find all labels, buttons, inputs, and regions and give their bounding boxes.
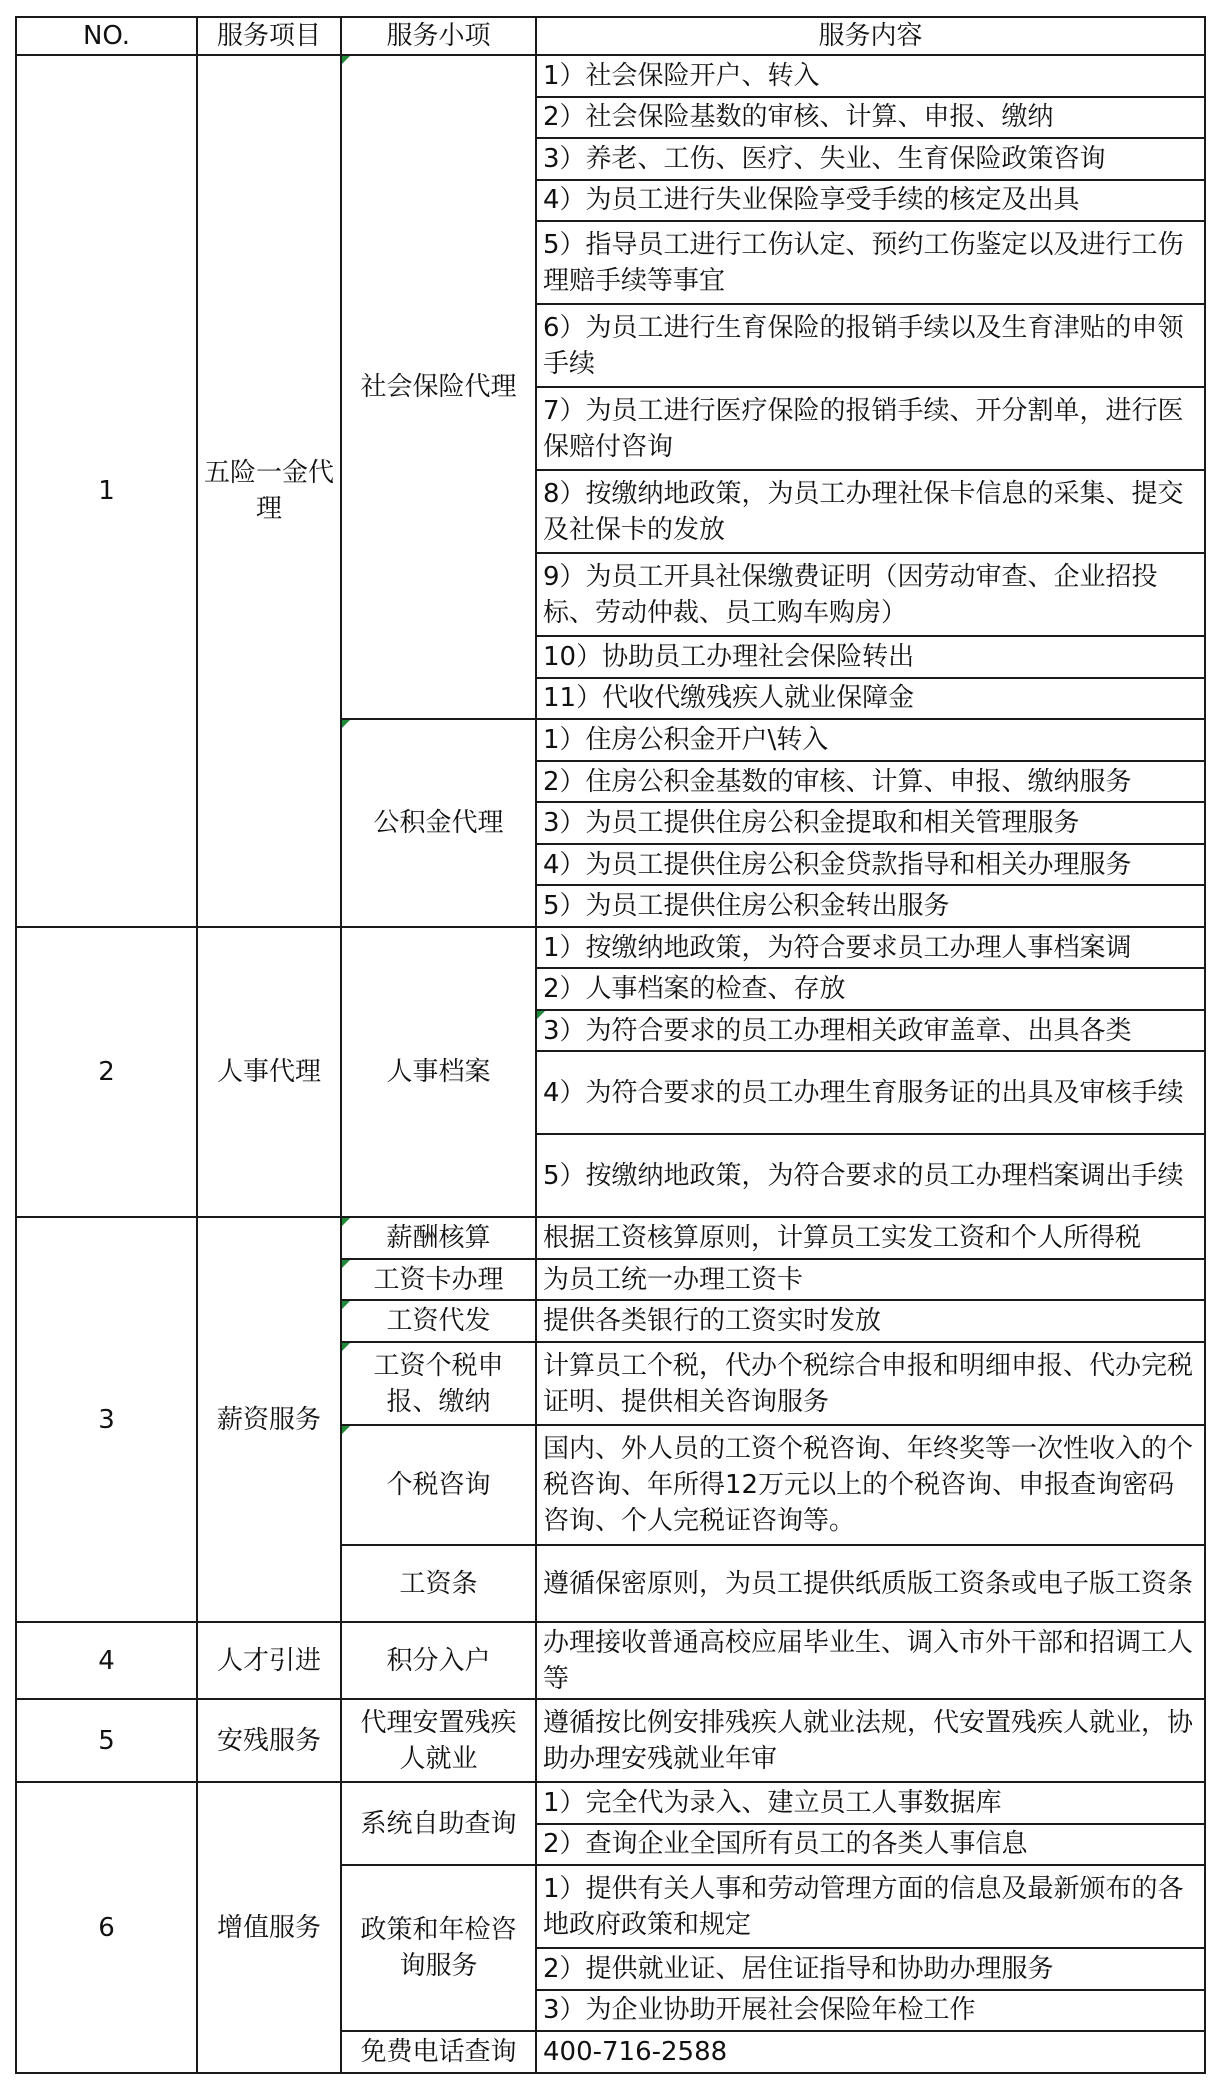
- service-subitem: 系统自助查询: [341, 1782, 536, 1865]
- service-subitem: 人事档案: [341, 927, 536, 1218]
- header-row: [16, 17, 1205, 55]
- service-content: 11）代收代缴残疾人就业保障金: [536, 678, 1205, 720]
- service-subitem: 公积金代理: [341, 719, 536, 927]
- service-item: 安残服务: [197, 1699, 341, 1782]
- service-content: 2）查询企业全国所有员工的各类人事信息: [536, 1824, 1205, 1866]
- service-content: 1）提供有关人事和劳动管理方面的信息及最新颁布的各地政府政策和规定: [536, 1865, 1205, 1948]
- table-row: [16, 1217, 1205, 1259]
- service-subitem: 积分入户: [341, 1622, 536, 1699]
- service-content: 遵循保密原则，为员工提供纸质版工资条或电子版工资条: [536, 1545, 1205, 1622]
- service-content: 2）社会保险基数的审核、计算、申报、缴纳: [536, 97, 1205, 139]
- service-content: 8）按缴纳地政策，为员工办理社保卡信息的采集、提交及社保卡的发放: [536, 470, 1205, 553]
- service-content: 2）人事档案的检查、存放: [536, 968, 1205, 1010]
- service-content: 根据工资核算原则，计算员工实发工资和个人所得税: [536, 1217, 1205, 1259]
- header-service-content: 服务内容: [536, 17, 1205, 55]
- service-content: 为员工统一办理工资卡: [536, 1259, 1205, 1301]
- service-content: 9）为员工开具社保缴费证明（因劳动审查、企业招投标、劳动仲裁、员工购车购房）: [536, 553, 1205, 636]
- service-content: 2）提供就业证、居住证指导和协助办理服务: [536, 1948, 1205, 1990]
- table-row: [16, 1782, 1205, 1824]
- service-content: 办理接收普通高校应届毕业生、调入市外干部和招调工人等: [536, 1622, 1205, 1699]
- row-number: 2: [16, 927, 197, 1218]
- service-content: 400-716-2588: [536, 2031, 1205, 2073]
- service-content: 4）为符合要求的员工办理生育服务证的出具及审核手续: [536, 1051, 1205, 1134]
- row-number: 5: [16, 1699, 197, 1782]
- service-content: 1）完全代为录入、建立员工人事数据库: [536, 1782, 1205, 1824]
- header-service-item: 服务项目: [197, 17, 341, 55]
- service-content: 遵循按比例安排残疾人就业法规，代安置残疾人就业，协助办理安残就业年审: [536, 1699, 1205, 1782]
- service-content: 3）为员工提供住房公积金提取和相关管理服务: [536, 802, 1205, 844]
- service-subitem: 免费电话查询: [341, 2031, 536, 2073]
- service-content: 3）养老、工伤、医疗、失业、生育保险政策咨询: [536, 138, 1205, 180]
- service-content: 4）为员工提供住房公积金贷款指导和相关办理服务: [536, 844, 1205, 886]
- service-content: 6）为员工进行生育保险的报销手续以及生育津贴的申领手续: [536, 304, 1205, 387]
- service-subitem: 工资条: [341, 1545, 536, 1622]
- service-content: 1）住房公积金开户\转入: [536, 719, 1205, 761]
- header-service-subitem: 服务小项: [341, 17, 536, 55]
- service-subitem: 代理安置残疾人就业: [341, 1699, 536, 1782]
- service-content: 1）按缴纳地政策，为符合要求员工办理人事档案调: [536, 927, 1205, 969]
- service-content: 1）社会保险开户、转入: [536, 55, 1205, 97]
- header-no: NO.: [16, 17, 197, 55]
- row-number: 3: [16, 1217, 197, 1622]
- table-row: [16, 1699, 1205, 1782]
- table-row: [16, 55, 1205, 97]
- table-row: [16, 1622, 1205, 1699]
- service-item: 五险一金代理: [197, 55, 341, 927]
- service-content: 国内、外人员的工资个税咨询、年终奖等一次性收入的个税咨询、年所得12万元以上的个税咨询、申报查询密码咨询、个人完税证咨询等。: [536, 1425, 1205, 1545]
- service-content: 提供各类银行的工资实时发放: [536, 1300, 1205, 1342]
- service-content: 3）为企业协助开展社会保险年检工作: [536, 1990, 1205, 2032]
- service-subitem: 个税咨询: [341, 1425, 536, 1545]
- service-subitem: 社会保险代理: [341, 55, 536, 719]
- service-item: 人才引进: [197, 1622, 341, 1699]
- service-content: 5）为员工提供住房公积金转出服务: [536, 885, 1205, 927]
- service-content: 7）为员工进行医疗保险的报销手续、开分割单，进行医保赔付咨询: [536, 387, 1205, 470]
- service-subitem: 薪酬核算: [341, 1217, 536, 1259]
- service-content: 2）住房公积金基数的审核、计算、申报、缴纳服务: [536, 761, 1205, 803]
- service-item: 增值服务: [197, 1782, 341, 2073]
- service-content: 4）为员工进行失业保险享受手续的核定及出具: [536, 180, 1205, 222]
- service-content: 5）指导员工进行工伤认定、预约工伤鉴定以及进行工伤理赔手续等事宜: [536, 221, 1205, 304]
- row-number: 6: [16, 1782, 197, 2073]
- table-row: [16, 927, 1205, 969]
- service-content: 3）为符合要求的员工办理相关政审盖章、出具各类: [536, 1010, 1205, 1052]
- service-content: 计算员工个税，代办个税综合申报和明细申报、代办完税证明、提供相关咨询服务: [536, 1342, 1205, 1425]
- service-item: 人事代理: [197, 927, 341, 1218]
- service-content: 10）协助员工办理社会保险转出: [536, 636, 1205, 678]
- row-number: 4: [16, 1622, 197, 1699]
- service-subitem: 工资代发: [341, 1300, 536, 1342]
- service-item: 薪资服务: [197, 1217, 341, 1622]
- service-content: 5）按缴纳地政策，为符合要求的员工办理档案调出手续: [536, 1134, 1205, 1217]
- service-table: [15, 16, 1206, 2074]
- service-subitem: 政策和年检咨询服务: [341, 1865, 536, 2031]
- service-subitem: 工资个税申报、缴纳: [341, 1342, 536, 1425]
- service-subitem: 工资卡办理: [341, 1259, 536, 1301]
- row-number: 1: [16, 55, 197, 927]
